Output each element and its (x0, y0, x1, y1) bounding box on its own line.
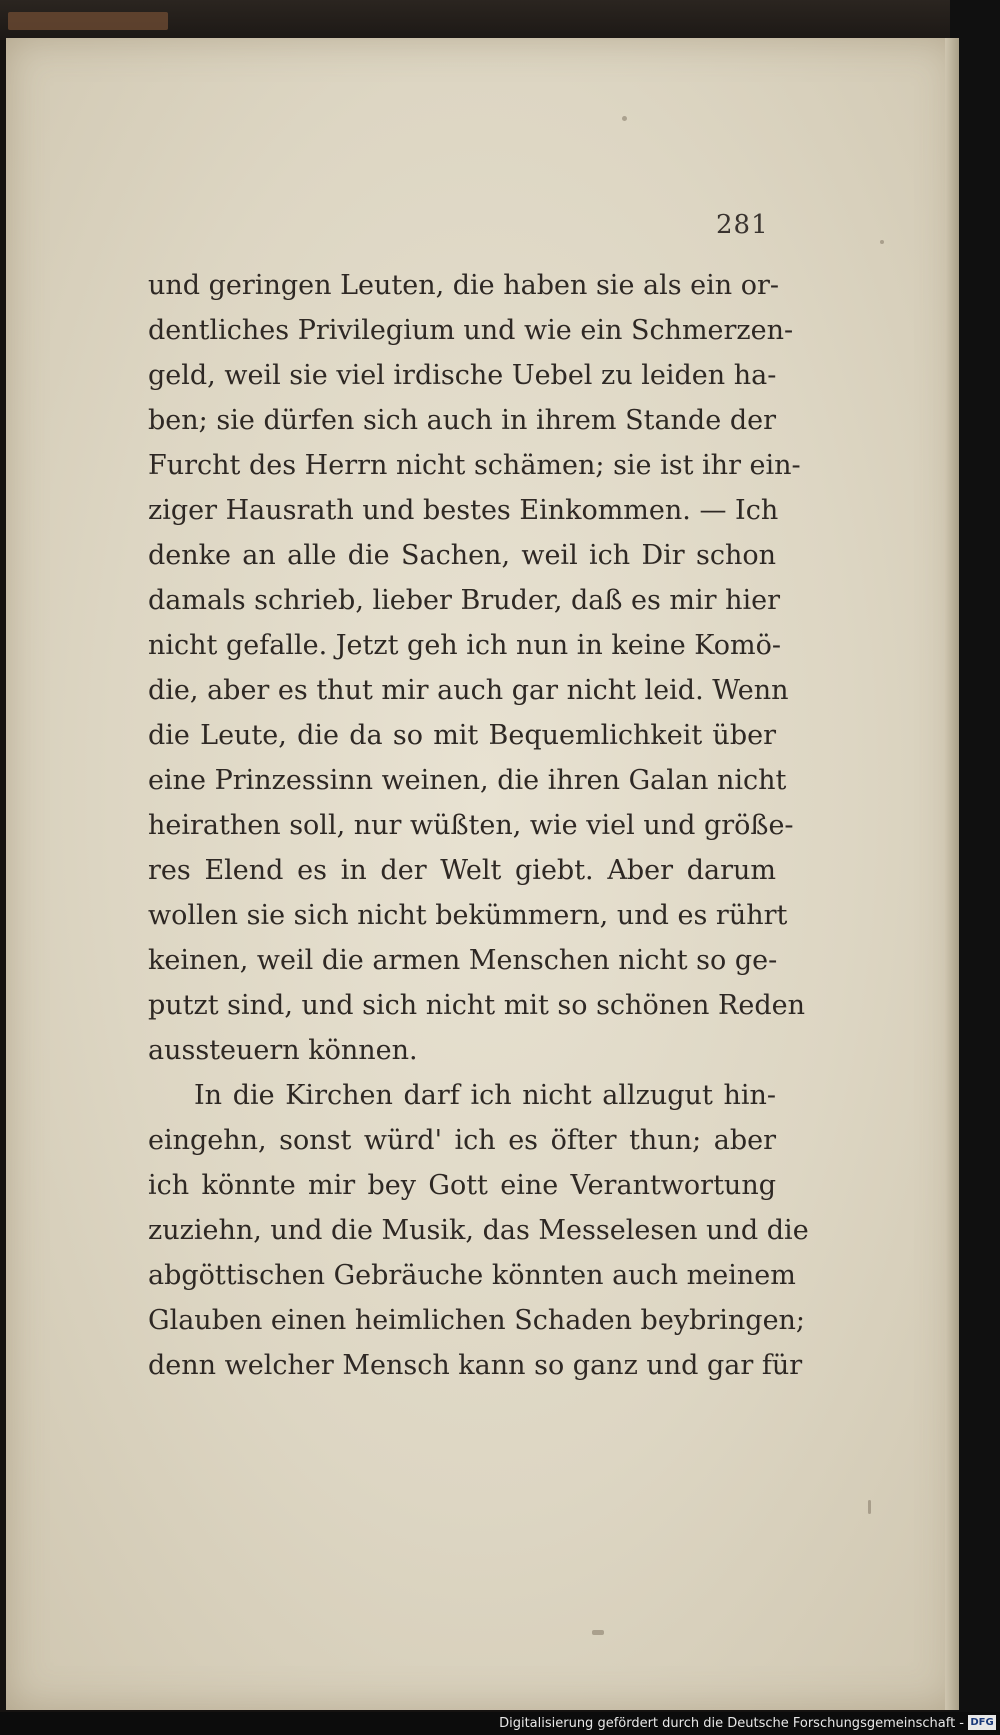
text-line: ich könnte mir bey Gott eine Verantwortung (148, 1170, 776, 1201)
text-line: putzt sind, und sich nicht mit so schönen Reden (148, 990, 805, 1021)
text-line: die Leute, die da so mit Bequemlichkeit über (148, 720, 776, 751)
body-text (148, 263, 809, 1388)
cover-edge (8, 12, 168, 30)
text-line: Glauben einen heimlichen Schaden beybringen; (148, 1305, 806, 1336)
paper-speck (592, 1630, 604, 1635)
text-line: wollen sie sich nicht bekümmern, und es rührt (148, 900, 788, 931)
text-line: ziger Hausrath und bestes Einkommen. — Ich (148, 495, 779, 526)
text-line: und geringen Leuten, die haben sie als ein or- (148, 270, 780, 301)
text-line: geld, weil sie viel irdische Uebel zu leiden ha- (148, 360, 777, 391)
paper-speck (880, 240, 884, 244)
text-line: damals schrieb, lieber Bruder, daß es mir hier (148, 585, 781, 616)
dfg-logo: DFG (968, 1715, 996, 1730)
text-line: heirathen soll, nur wüßten, wie viel und größe- (148, 810, 794, 841)
text-line: Furcht des Herrn nicht schämen; sie ist ihr ein- (148, 450, 801, 481)
text-line: denn welcher Mensch kann so ganz und gar für (148, 1350, 803, 1381)
paper-speck (622, 116, 627, 121)
text-line: keinen, weil die armen Menschen nicht so ge- (148, 945, 778, 976)
text-line: nicht gefalle. Jetzt geh ich nun in keine Komö- (148, 630, 781, 661)
page-number: 281 (716, 210, 769, 240)
text-line: res Elend es in der Welt giebt. Aber darum (148, 855, 776, 886)
text-line: denke an alle die Sachen, weil ich Dir schon (148, 540, 776, 571)
text-line-paragraph-end: aussteuern können. (148, 1035, 418, 1066)
text-line: zuziehn, und die Musik, das Messelesen und die (148, 1215, 809, 1246)
text-line: eingehn, sonst würd' ich es öfter thun; aber (148, 1125, 776, 1156)
text-line: eine Prinzessinn weinen, die ihren Galan nicht (148, 765, 787, 796)
scan-border-top (0, 0, 1000, 40)
text-line: die, aber es thut mir auch gar nicht leid. Wenn (148, 675, 789, 706)
text-line: ben; sie dürfen sich auch in ihrem Stande der (148, 405, 776, 436)
text-line: abgöttischen Gebräuche könnten auch meinem (148, 1260, 796, 1291)
paper-speck (868, 1500, 871, 1514)
page-edge (945, 38, 959, 1710)
funding-credit: Digitalisierung gefördert durch die Deutsche Forschungsgemeinschaft - (499, 1716, 964, 1731)
text-line: dentliches Privilegium und wie ein Schmerzen- (148, 315, 794, 346)
text-line-paragraph-start: In die Kirchen darf ich nicht allzugut hin- (194, 1080, 776, 1111)
